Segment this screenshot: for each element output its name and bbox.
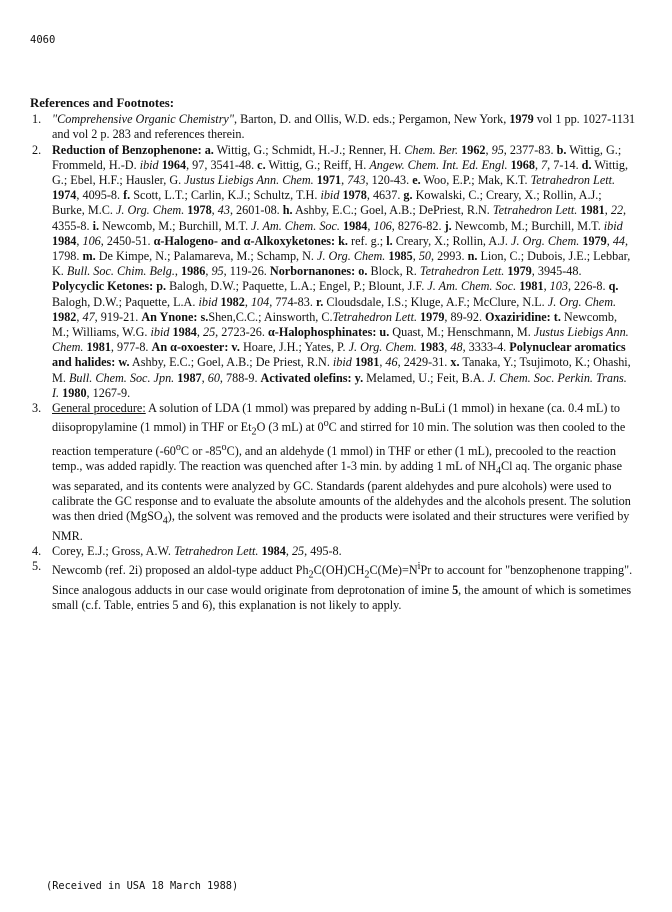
reference-number: 5.: [32, 559, 42, 574]
reference-text: General procedure: A solution of LDA (1 mmol) was prepared by adding n-BuLi (1 mmol) in hexane (ca. 0.4 mL) to diisopropylamine (1 mmol) in THF or $Et_2O$ (3 mL) at 0$^o$C and stirred for 10 min. The solution was then cooled to the reaction temperature (-60$^o$C or -85$^o$C), and an aldehyde (1 mmol) in THF or ether (1 mL), precooled to the reaction temp., was added rapidly. The reaction was quenched after 1-3 min. by adding 1 mL of $NH_4Cl$ aq. The organic phase was separated, and its contents were analyzed by GC. Standards (parent aldehydes and pure alcohols) were used to calibrate the GC response and to evaluate the absolute amounts of the aldehydes and the alcohols present. The solution was then dried (MgSO$_4$), the solvent was removed and the products were isolated and their structures were verified by NMR.: [52, 401, 631, 543]
reference-text: "Comprehensive Organic Chemistry", Barton, D. and Ollis, W.D. eds.; Pergamon, New York, 1979 vol 1 pp. 1027-1131 and vol 2 p. 283 and references therein.: [52, 112, 636, 142]
page-number: 4060: [30, 34, 56, 46]
references-heading: References and Footnotes:: [30, 96, 175, 110]
reference-text: Corey, E.J.; Gross, A.W. Tetrahedron Lett. 1984, 25, 495-8.: [52, 544, 342, 559]
reference-number: 2.: [32, 142, 42, 157]
reference-number: 4.: [32, 544, 42, 559]
references-section: [30, 96, 636, 613]
references-list: [30, 112, 636, 613]
reference-item: [30, 143, 636, 401]
reference-text: Newcomb (ref. 2i) proposed an aldol-type adduct $Ph_2C(OH)CH_2C(Me)=N^iPr$ to account for "benzophenone trapping". Since analogous adducts in our case would originate from deprotonation of imine 5, the amount of which is sometimes small (c.f. Table, entries 5 and 6), this explanation is not likely to apply.: [52, 561, 633, 613]
reference-item: [30, 559, 636, 613]
reference-item: [30, 401, 636, 544]
reference-number: 1.: [32, 112, 42, 127]
reference-text: Reduction of Benzophenone: a. Wittig, G.; Schmidt, H.-J.; Renner, H. Chem. Ber. 1962, 95, 2377-83. b. Wittig, G.; Frommeld, H.-D. ibid 1964, 97, 3541-48. c. Wittig, G.; Reiff, H. Angew. Chem. Int. Ed. Engl. 1968, 7, 7-14. d. Wittig, G.; Ebel, H.F.; Hausler, G. Justus Liebigs Ann. Chem. 1971, 743, 120-43. e. Woo, E.P.; Mak, K.T. Tetrahedron Lett. 1974, 4095-8. f. Scott, L.T.; Carlin, K.J.; Schultz, T.H. ibid 1978, 4637. g. Kowalski, C.; Creary, X.; Rollin, A.J.; Burke, M.C. J. Org. Chem. 1978, 43, 2601-08. h. Ashby, E.C.; Goel, A.B.; DePriest, R.N. Tetrahedron Lett. 1981, 22, 4355-8. i. Newcomb, M.; Burchill, M.T. J. Am. Chem. Soc. 1984, 106, 8276-82. j. Newcomb, M.; Burchill, M.T. ibid 1984, 106, 2450-51. α-Halogeno- and α-Alkoxyketones: k. ref. g.; l. Creary, X.; Rollin, A.J. J. Org. Chem. 1979, 44, 1798. m. De Kimpe, N.; Palamareva, M.; Schamp, N. J. Org. Chem. 1985, 50, 2993. n. Lion, C.; Dubois, J.E.; Lebbar, K. Bull. Soc. Chim. Belg., 1986, 95, 119-26. Norbornanones: o. Block, R. Tetrahedron Lett. 1979, 3945-48. Polycyclic Ketones: p. Balogh, D.W.; Paquette, L.A.; Engel, P.; Blount, J.F. J. Am. Chem. Soc. 1981, 103, 226-8. q. Balogh, D.W.; Paquette, L.A. ibid 1982, 104, 774-83. r. Cloudsdale, I.S.; Kluge, A.F.; McClure, N.L. J. Org. Chem. 1982, 47, 919-21. An Ynone: s.Shen,C.C.; Ainsworth, C.Tetrahedron Lett. 1979, 89-92. Oxaziridine: t. Newcomb, M.; Williams, W.G. ibid 1984, 25, 2723-26. α-Halophosphinates: u. Quast, M.; Henschmann, M. Justus Liebigs Ann. Chem. 1981, 977-8. An α-oxoester: v. Hoare, J.H.; Yates, P. J. Org. Chem. 1983, 48, 3333-4. Polynuclear aromatics and halides: w. Ashby, E.C.; Goel, A.B.; De Priest, R.N. ibid 1981, 46, 2429-31. x. Tanaka, Y.; Tsujimoto, K.; Ohashi, M. Bull. Chem. Soc. Jpn. 1987, 60, 788-9. Activated olefins: y. Melamed, U.; Feit, B.A. J. Chem. Soc. Perkin. Trans. I. 1980, 1267-9.: [52, 142, 631, 400]
reference-item: [30, 112, 636, 142]
reference-item: [30, 544, 636, 559]
reference-number: 3.: [32, 401, 42, 416]
received-date: (Received in USA 18 March 1988): [46, 880, 239, 892]
